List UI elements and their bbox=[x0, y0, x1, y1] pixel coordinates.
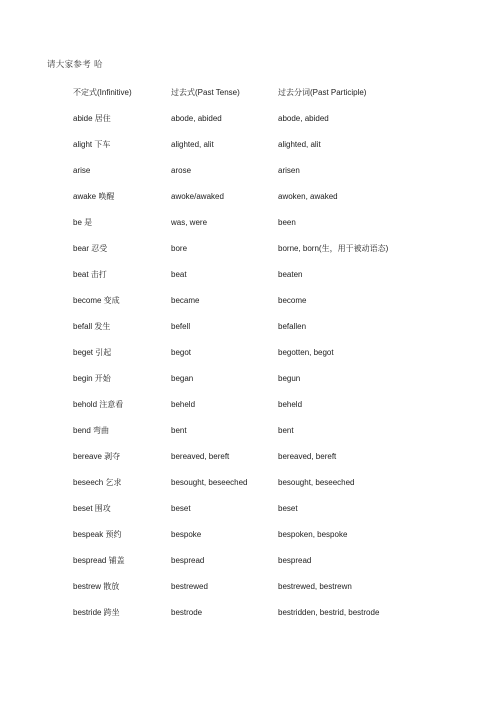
verb-row bbox=[73, 495, 438, 521]
irregular-verb-table bbox=[73, 79, 438, 625]
verb-row bbox=[73, 313, 438, 339]
past-participle-cell: bereaved, bereft bbox=[278, 451, 337, 461]
past-tense-cell: 过去式(Past Tense) bbox=[171, 87, 240, 97]
verb-row bbox=[73, 209, 438, 235]
past-participle-cell: beset bbox=[278, 503, 298, 513]
infinitive-cell: become 变成 bbox=[73, 295, 120, 305]
header-row bbox=[73, 79, 438, 105]
verb-row bbox=[73, 261, 438, 287]
verb-row bbox=[73, 339, 438, 365]
infinitive-cell: beat 击打 bbox=[73, 269, 107, 279]
verb-row bbox=[73, 287, 438, 313]
verb-row bbox=[73, 235, 438, 261]
past-tense-cell: arose bbox=[171, 165, 192, 175]
verb-row bbox=[73, 443, 438, 469]
past-tense-cell: bestrewed bbox=[171, 581, 208, 591]
verb-row bbox=[73, 547, 438, 573]
past-tense-cell: began bbox=[171, 373, 194, 383]
verb-row bbox=[73, 131, 438, 157]
past-tense-cell: bereaved, bereft bbox=[171, 451, 230, 461]
infinitive-cell: bespread 铺盖 bbox=[73, 555, 125, 565]
past-participle-cell: begotten, begot bbox=[278, 347, 334, 357]
verb-row bbox=[73, 521, 438, 547]
past-tense-cell: awoke/awaked bbox=[171, 191, 224, 201]
intro-text: 请大家参考 哈 bbox=[47, 60, 103, 70]
past-tense-cell: bestrode bbox=[171, 607, 203, 617]
verb-row bbox=[73, 105, 438, 131]
past-tense-cell: became bbox=[171, 295, 200, 305]
past-participle-cell: bestrewed, bestrewn bbox=[278, 581, 352, 591]
verb-row bbox=[73, 183, 438, 209]
past-participle-cell: become bbox=[278, 295, 307, 305]
verb-row bbox=[73, 573, 438, 599]
infinitive-cell: bestride 跨坐 bbox=[73, 607, 120, 617]
past-participle-cell: been bbox=[278, 217, 296, 227]
past-participle-cell: bespoken, bespoke bbox=[278, 529, 348, 539]
infinitive-cell: befall 发生 bbox=[73, 321, 111, 331]
past-tense-cell: beat bbox=[171, 269, 187, 279]
infinitive-cell: alight 下车 bbox=[73, 139, 111, 149]
past-tense-cell: bespread bbox=[171, 555, 205, 565]
past-participle-cell: besought, beseeched bbox=[278, 477, 355, 487]
infinitive-cell: beget 引起 bbox=[73, 347, 112, 357]
verb-row bbox=[73, 365, 438, 391]
past-participle-cell: beheld bbox=[278, 399, 303, 409]
past-participle-cell: awoken, awaked bbox=[278, 191, 338, 201]
past-participle-cell: alighted, alit bbox=[278, 139, 321, 149]
infinitive-cell: be 是 bbox=[73, 217, 93, 227]
verb-row bbox=[73, 469, 438, 495]
infinitive-cell: bear 忍受 bbox=[73, 243, 108, 253]
past-participle-cell: abode, abided bbox=[278, 113, 329, 123]
verb-row bbox=[73, 157, 438, 183]
past-tense-cell: beset bbox=[171, 503, 191, 513]
past-participle-cell: befallen bbox=[278, 321, 307, 331]
past-tense-cell: besought, beseeched bbox=[171, 477, 248, 487]
past-participle-cell: 过去分词(Past Participle) bbox=[278, 87, 367, 97]
infinitive-cell: bespeak 预约 bbox=[73, 529, 122, 539]
past-tense-cell: beheld bbox=[171, 399, 196, 409]
infinitive-cell: 不定式(Infinitive) bbox=[73, 87, 132, 97]
infinitive-cell: abide 居住 bbox=[73, 113, 111, 123]
past-participle-cell: borne, born(生，用于被动语态) bbox=[278, 243, 389, 253]
infinitive-cell: begin 开始 bbox=[73, 373, 111, 383]
infinitive-cell: bestrew 散放 bbox=[73, 581, 120, 591]
verb-row bbox=[73, 417, 438, 443]
past-participle-cell: bestridden, bestrid, bestrode bbox=[278, 607, 380, 617]
past-tense-cell: alighted, alit bbox=[171, 139, 214, 149]
past-tense-cell: befell bbox=[171, 321, 191, 331]
past-tense-cell: bore bbox=[171, 243, 188, 253]
past-participle-cell: arisen bbox=[278, 165, 300, 175]
past-participle-cell: begun bbox=[278, 373, 301, 383]
past-tense-cell: bespoke bbox=[171, 529, 202, 539]
past-tense-cell: abode, abided bbox=[171, 113, 222, 123]
past-tense-cell: was, were bbox=[171, 217, 208, 227]
past-tense-cell: bent bbox=[171, 425, 187, 435]
infinitive-cell: bend 弯曲 bbox=[73, 425, 110, 435]
infinitive-cell: arise bbox=[73, 165, 91, 175]
infinitive-cell: awake 唤醒 bbox=[73, 191, 115, 201]
infinitive-cell: beseech 乞求 bbox=[73, 477, 122, 487]
past-participle-cell: bent bbox=[278, 425, 294, 435]
infinitive-cell: behold 注意看 bbox=[73, 399, 124, 409]
verb-row bbox=[73, 599, 438, 625]
infinitive-cell: beset 围攻 bbox=[73, 503, 111, 513]
past-participle-cell: beaten bbox=[278, 269, 303, 279]
past-tense-cell: begot bbox=[171, 347, 192, 357]
verb-row bbox=[73, 391, 438, 417]
past-participle-cell: bespread bbox=[278, 555, 312, 565]
infinitive-cell: bereave 剥夺 bbox=[73, 451, 121, 461]
